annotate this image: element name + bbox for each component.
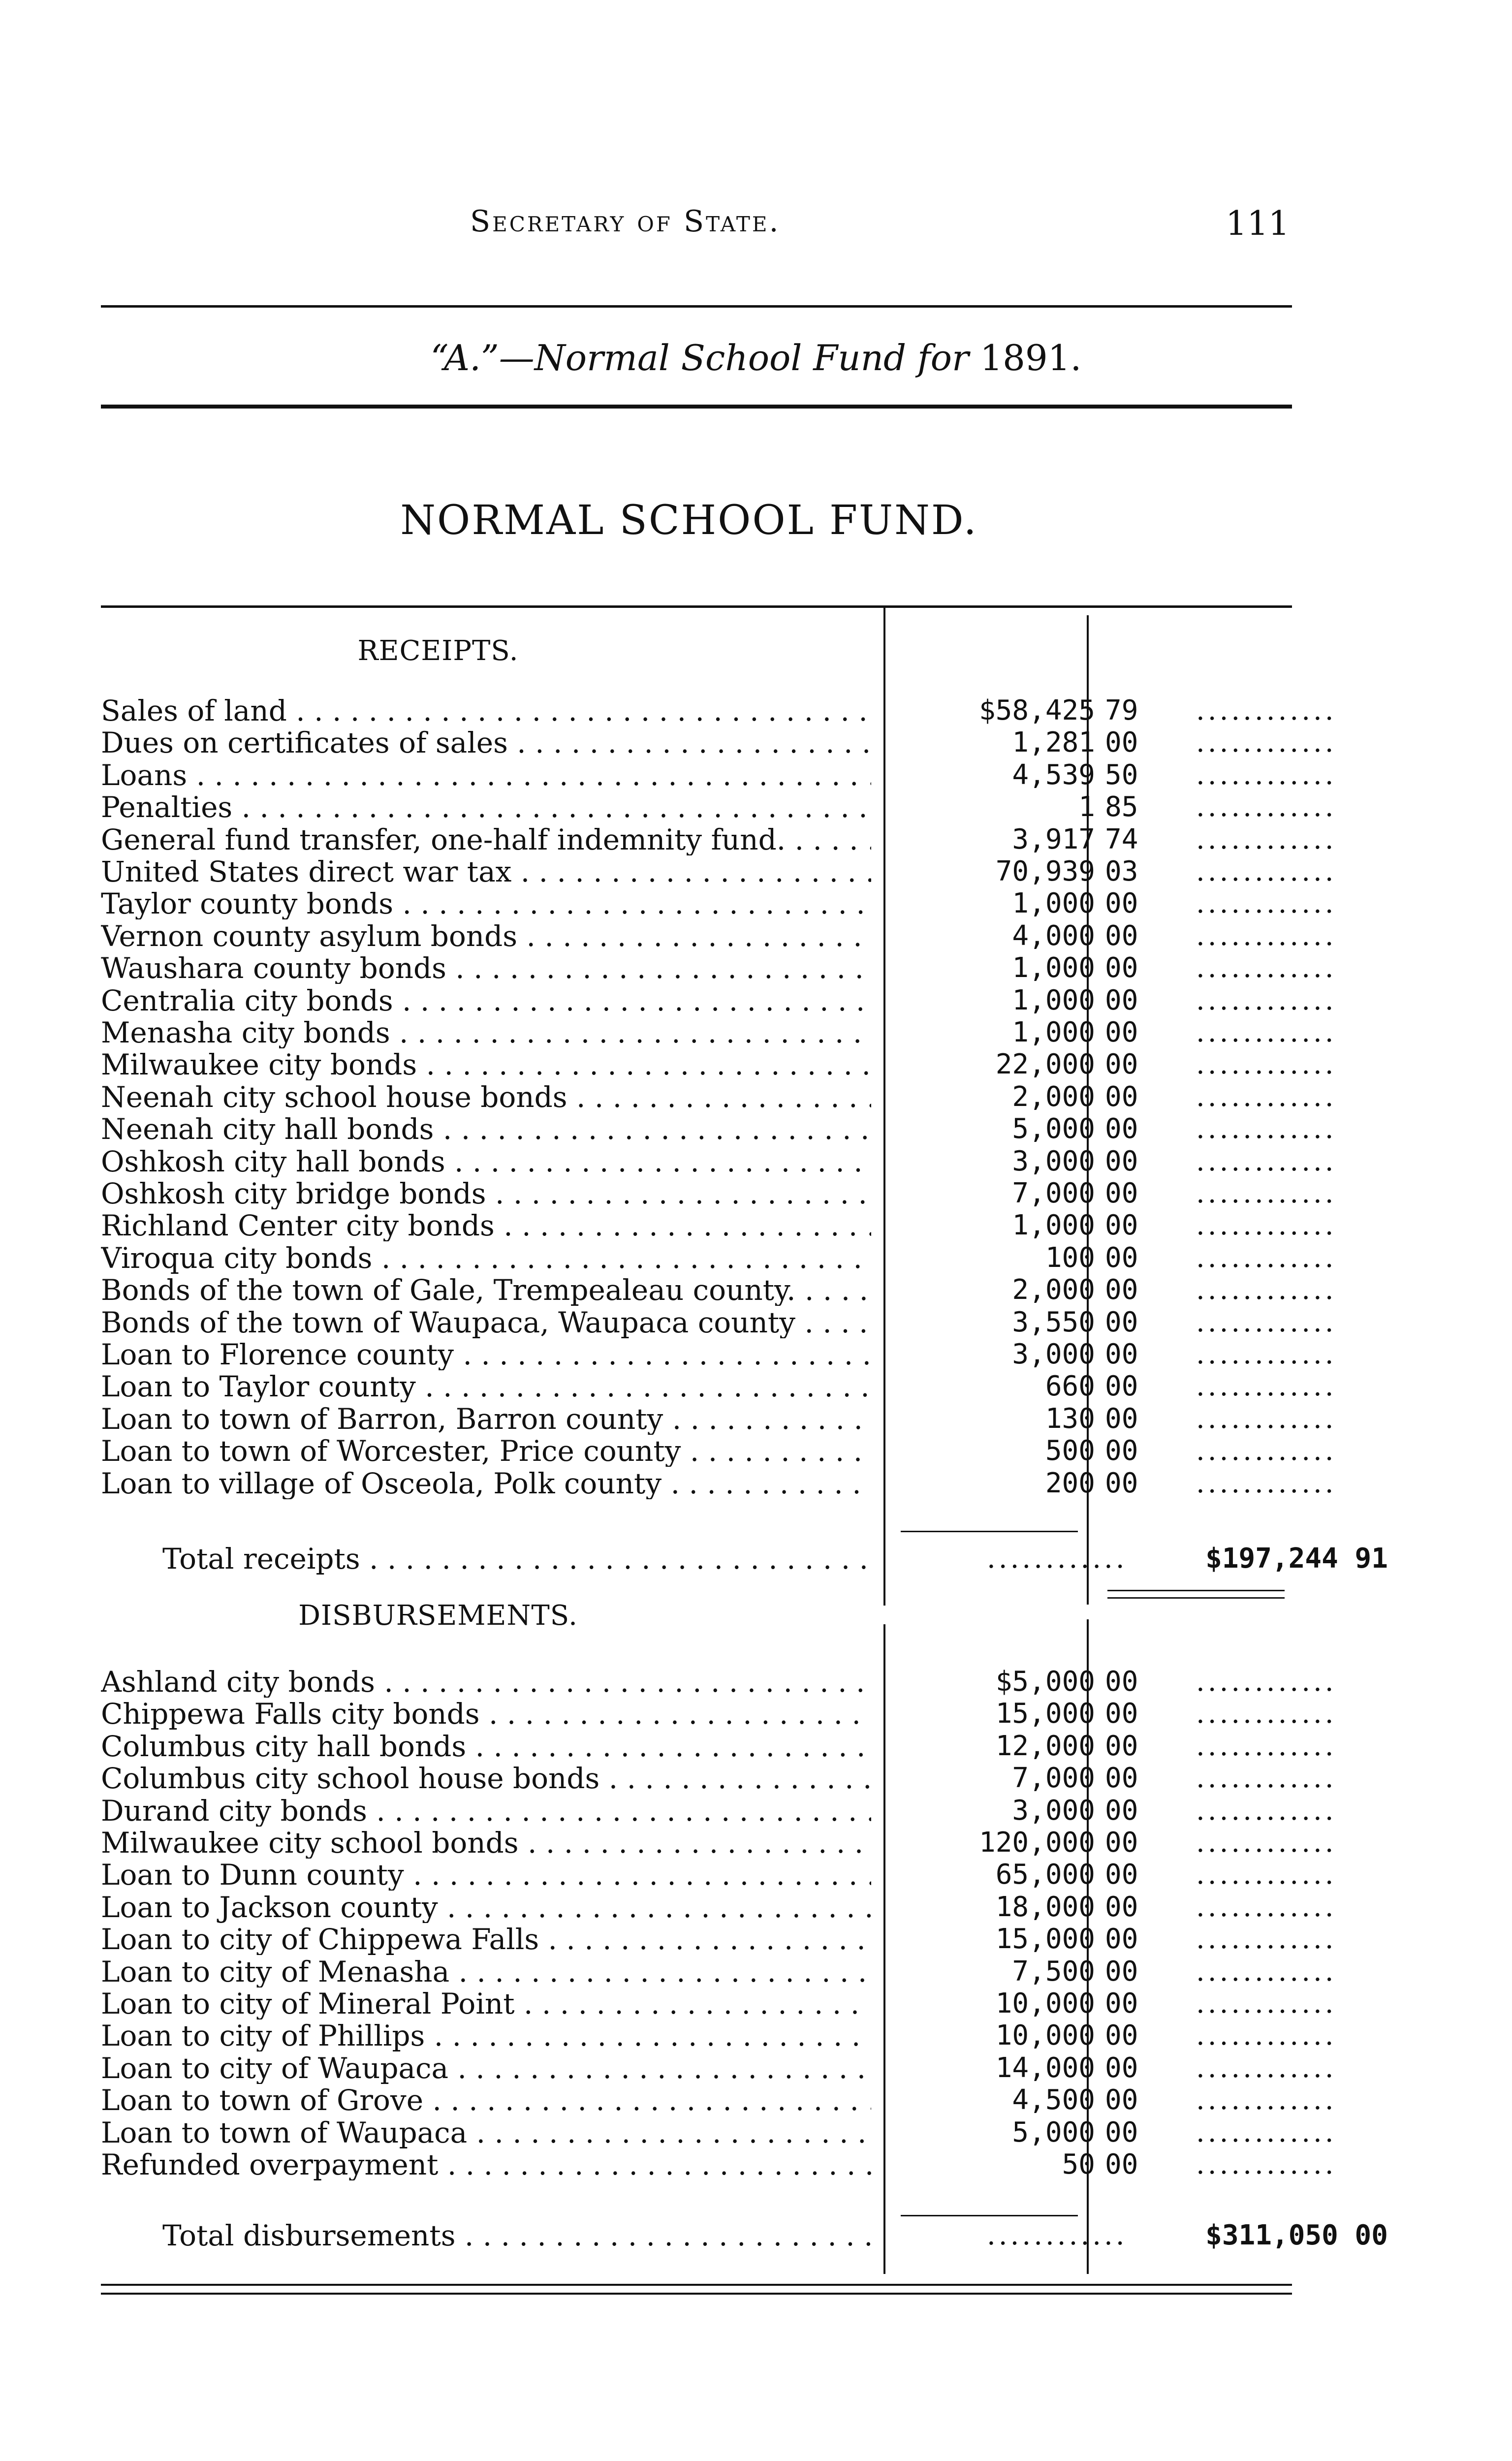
receipt-row-label: Loan to village of Osceola, Polk county . . . [101, 1468, 871, 1499]
receipt-row-cents: 00 [1105, 1467, 1138, 1499]
disbursement-row-label: Refunded overpayment . . . [101, 2149, 871, 2180]
disbursement-row-extension: ............ [1196, 1698, 1337, 1730]
receipt-row [101, 1435, 1337, 1467]
total-receipts-double-rule-2 [1107, 1597, 1285, 1599]
disbursement-row-dollars: 4,500 [1012, 2084, 1095, 2116]
receipt-row-cents: 00 [1105, 984, 1138, 1016]
total-receipts-amount: $197,244 91 [1205, 1543, 1388, 1575]
receipt-row-cents: 00 [1105, 726, 1138, 759]
disbursement-row-cents: 00 [1105, 1698, 1138, 1730]
receipt-row-extension: ............ [1196, 1178, 1337, 1209]
receipt-row-dollars: 3,550 [1012, 1306, 1095, 1338]
receipt-row-dollars: 1,281 [1012, 726, 1095, 759]
receipt-row-extension: ............ [1196, 1113, 1337, 1145]
disbursement-row-dollars: 65,000 [995, 1859, 1095, 1891]
receipt-row-extension: ............ [1196, 791, 1337, 823]
receipt-row-cents: 03 [1105, 855, 1138, 887]
total-disbursements-col2: ............ [987, 2220, 1128, 2251]
disbursement-row-extension: ............ [1196, 1795, 1337, 1827]
receipt-row-label: Sales of land . . . [101, 695, 871, 726]
receipt-row-label: Neenah city hall bonds . . . [101, 1113, 871, 1145]
disbursement-row [101, 1827, 1337, 1859]
receipt-row-extension: ............ [1196, 1145, 1337, 1177]
disbursements-subtotal-rule [901, 2215, 1078, 2216]
receipt-row [101, 1177, 1337, 1209]
disbursement-row-cents: 00 [1105, 1666, 1138, 1698]
disbursement-row-dollars: 3,000 [1012, 1794, 1095, 1827]
receipt-row-cents: 00 [1105, 1306, 1138, 1338]
disbursements-heading: DISBURSEMENTS. [298, 1600, 578, 1632]
page-number: 111 [1226, 204, 1290, 243]
receipt-row [101, 726, 1337, 759]
receipt-row [101, 1467, 1337, 1499]
disbursement-row-cents: 00 [1105, 1955, 1138, 1988]
receipt-row-dollars: 660 [1045, 1370, 1095, 1403]
receipt-row [101, 855, 1337, 887]
receipt-row-label: Taylor county bonds . . . [101, 888, 871, 919]
total-disbursements-row [101, 2220, 1388, 2251]
receipt-row-extension: ............ [1196, 920, 1337, 952]
disbursement-row-extension: ............ [1196, 2052, 1337, 2084]
disbursement-row-label: Loan to city of Chippewa Falls . . . [101, 1924, 871, 1955]
receipt-row [101, 1016, 1337, 1048]
receipt-row-dollars: 1,000 [1012, 952, 1095, 984]
receipt-row-cents: 00 [1105, 1177, 1138, 1209]
disbursement-row-cents: 00 [1105, 2116, 1138, 2148]
receipt-row-label: Waushara county bonds . . . [101, 952, 871, 984]
disbursement-row-extension: ............ [1196, 1666, 1337, 1698]
receipt-row-label: Bonds of the town of Gale, Trempealeau county. . . . [101, 1274, 871, 1306]
receipt-row-dollars: 5,000 [1012, 1113, 1095, 1145]
disbursement-row [101, 2084, 1337, 2116]
disbursement-row-extension: ............ [1196, 2084, 1337, 2116]
receipt-row [101, 791, 1337, 823]
receipt-row-dollars: 22,000 [995, 1048, 1095, 1081]
disbursement-row-label: Columbus city hall bonds . . . [101, 1731, 871, 1762]
receipt-row [101, 1241, 1337, 1274]
receipt-row-dollars: 1 [1078, 791, 1095, 823]
disbursement-row [101, 1988, 1337, 2019]
table-top-rule [101, 605, 1292, 608]
disbursement-row [101, 1955, 1337, 1988]
receipt-row-cents: 00 [1105, 1338, 1138, 1370]
receipts-heading: RECEIPTS. [357, 635, 519, 667]
receipt-row-dollars: 100 [1045, 1241, 1095, 1274]
disbursement-row-extension: ............ [1196, 1859, 1337, 1891]
receipt-row-cents: 00 [1105, 1274, 1138, 1306]
disbursement-row [101, 1698, 1337, 1730]
receipt-row-extension: ............ [1196, 1435, 1337, 1467]
receipt-row-cents: 00 [1105, 919, 1138, 952]
disbursement-row-extension: ............ [1196, 1891, 1337, 1923]
disbursement-row-label: Loan to city of Mineral Point . . . [101, 1988, 871, 2019]
receipt-row [101, 952, 1337, 984]
receipt-row [101, 694, 1337, 726]
receipt-row-dollars: 2,000 [1012, 1080, 1095, 1113]
receipt-row-cents: 85 [1105, 791, 1138, 823]
disbursement-row-extension: ............ [1196, 2116, 1337, 2148]
receipt-row-dollars: 500 [1045, 1435, 1095, 1467]
receipt-row-label: Oshkosh city bridge bonds . . . [101, 1178, 871, 1209]
disbursement-row-label: Loan to city of Menasha . . . [101, 1956, 871, 1988]
receipt-row-label: Milwaukee city bonds . . . [101, 1049, 871, 1080]
subtitle-rule [101, 405, 1292, 409]
disbursement-row-dollars: 10,000 [995, 1988, 1095, 2019]
receipt-row-label: Loan to Taylor county . . . [101, 1371, 871, 1402]
receipt-row-dollars: 200 [1045, 1467, 1095, 1499]
receipt-row-cents: 00 [1105, 952, 1138, 984]
disbursement-row-cents: 00 [1105, 2084, 1138, 2116]
disbursement-row-label: Durand city bonds . . . [101, 1795, 871, 1827]
receipt-row-extension: ............ [1196, 1403, 1337, 1435]
receipt-row-extension: ............ [1196, 1339, 1337, 1370]
disbursement-row-extension: ............ [1196, 1956, 1337, 1988]
disbursement-row [101, 1923, 1337, 1956]
receipt-row [101, 1048, 1337, 1081]
receipt-row [101, 1113, 1337, 1145]
bottom-rule-2 [101, 2293, 1292, 2295]
receipt-row [101, 1209, 1337, 1242]
receipt-row-extension: ............ [1196, 1306, 1337, 1338]
disbursement-row-label: Loan to city of Waupaca . . . [101, 2052, 871, 2084]
receipt-row-extension: ............ [1196, 727, 1337, 759]
subtitle [0, 337, 1512, 379]
receipt-row-dollars: $58,425 [978, 694, 1095, 726]
receipt-row-cents: 74 [1105, 823, 1138, 855]
receipt-row-extension: ............ [1196, 1242, 1337, 1274]
receipt-row-label: Neenah city school house bonds . . . [101, 1081, 871, 1113]
receipt-row-dollars: 1,000 [1012, 984, 1095, 1016]
receipt-row [101, 1370, 1337, 1403]
receipt-row-cents: 00 [1105, 1209, 1138, 1242]
receipt-row-label: Bonds of the town of Waupaca, Waupaca county . . . [101, 1307, 871, 1338]
disbursement-row-label: Columbus city school house bonds . . . [101, 1763, 871, 1794]
disbursement-row [101, 1730, 1337, 1762]
receipt-row-cents: 79 [1105, 694, 1138, 726]
receipt-row-dollars: 3,000 [1012, 1338, 1095, 1370]
receipt-row-dollars: 2,000 [1012, 1274, 1095, 1306]
receipt-row-extension: ............ [1196, 888, 1337, 920]
disbursement-row [101, 1859, 1337, 1891]
disbursement-row-cents: 00 [1105, 1762, 1138, 1795]
disbursement-row-cents: 00 [1105, 2019, 1138, 2052]
disbursement-row-dollars: 120,000 [978, 1827, 1095, 1859]
disbursement-row-dollars: $5,000 [995, 1666, 1095, 1698]
disbursement-row-extension: ............ [1196, 1763, 1337, 1795]
receipt-row-label: Viroqua city bonds . . . [101, 1242, 871, 1274]
receipt-row-extension: ............ [1196, 823, 1337, 855]
disbursement-row-dollars: 5,000 [1012, 2116, 1095, 2148]
receipt-row-label: Loan to town of Barron, Barron county . . . [101, 1403, 871, 1435]
receipt-row-label: Loan to Florence county . . . [101, 1339, 871, 1370]
disbursement-row-label: Loan to Jackson county . . . [101, 1892, 871, 1923]
receipt-row [101, 919, 1337, 952]
receipt-row-dollars: 7,000 [1012, 1177, 1095, 1209]
receipt-row-label: Menasha city bonds . . . [101, 1017, 871, 1048]
receipt-row-cents: 00 [1105, 1370, 1138, 1403]
receipt-row-cents: 00 [1105, 887, 1138, 920]
receipt-row-extension: ............ [1196, 1274, 1337, 1306]
disbursement-row-cents: 00 [1105, 2051, 1138, 2084]
disbursement-row-label: Loan to town of Grove . . . [101, 2084, 871, 2116]
total-receipts-double-rule-1 [1107, 1590, 1285, 1591]
receipt-row-dollars: 3,000 [1012, 1145, 1095, 1177]
receipt-row [101, 887, 1337, 920]
receipt-row-cents: 00 [1105, 1435, 1138, 1467]
receipt-row-label: Oshkosh city hall bonds . . . [101, 1146, 871, 1177]
disbursement-row-dollars: 15,000 [995, 1698, 1095, 1730]
total-disbursements-label: Total disbursements . . . [162, 2220, 871, 2251]
subtitle-year: 1891. [980, 337, 1082, 379]
receipt-row-cents: 50 [1105, 758, 1138, 791]
receipt-row-extension: ............ [1196, 1210, 1337, 1242]
receipt-row [101, 1145, 1337, 1177]
receipt-row-cents: 00 [1105, 1402, 1138, 1435]
disbursement-row-cents: 00 [1105, 2148, 1138, 2180]
disbursement-row-dollars: 15,000 [995, 1923, 1095, 1956]
receipt-row [101, 758, 1337, 791]
fund-title: NORMAL SCHOOL FUND. [400, 497, 978, 544]
receipt-row [101, 1306, 1337, 1338]
receipt-row-extension: ............ [1196, 759, 1337, 791]
receipt-row-dollars: 3,917 [1012, 823, 1095, 855]
receipt-row-extension: ............ [1196, 1049, 1337, 1081]
receipt-row-label: General fund transfer, one-half indemnity fund. . . . [101, 824, 871, 855]
receipt-row-extension: ............ [1196, 1017, 1337, 1048]
disbursement-row-cents: 00 [1105, 1859, 1138, 1891]
disbursement-row [101, 2019, 1337, 2052]
receipt-row-label: United States direct war tax . . . [101, 856, 871, 887]
receipt-row-extension: ............ [1196, 952, 1337, 984]
total-receipts-col2: ............ [987, 1543, 1128, 1575]
disbursement-row [101, 1666, 1337, 1698]
disbursement-row [101, 2116, 1337, 2148]
disbursement-row-dollars: 18,000 [995, 1891, 1095, 1923]
disbursement-row [101, 1794, 1337, 1827]
receipt-row-cents: 00 [1105, 1048, 1138, 1081]
receipt-row-extension: ............ [1196, 1467, 1337, 1499]
receipt-row [101, 1274, 1337, 1306]
disbursement-row-dollars: 7,000 [1012, 1762, 1095, 1795]
receipt-row [101, 823, 1337, 855]
receipt-row-extension: ............ [1196, 1371, 1337, 1403]
receipt-row-cents: 00 [1105, 1080, 1138, 1113]
disbursement-row-cents: 00 [1105, 1794, 1138, 1827]
disbursement-row-dollars: 14,000 [995, 2051, 1095, 2084]
subtitle-text: “A.”—Normal School Fund for [430, 337, 969, 379]
total-receipts-label: Total receipts . . . [162, 1543, 871, 1575]
total-receipts-row [101, 1543, 1388, 1575]
receipt-row-label: Centralia city bonds . . . [101, 985, 871, 1016]
disbursement-row-label: Milwaukee city school bonds . . . [101, 1827, 871, 1859]
disbursement-row-dollars: 12,000 [995, 1730, 1095, 1762]
receipt-row-cents: 00 [1105, 1145, 1138, 1177]
receipts-subtotal-rule [901, 1531, 1078, 1532]
disbursement-row-dollars: 10,000 [995, 2019, 1095, 2052]
disbursement-row-cents: 00 [1105, 1827, 1138, 1859]
receipt-row-cents: 00 [1105, 1016, 1138, 1048]
disbursement-row [101, 2148, 1337, 2180]
disbursement-row-extension: ............ [1196, 1988, 1337, 2019]
receipt-row-dollars: 1,000 [1012, 1016, 1095, 1048]
receipt-row-extension: ............ [1196, 856, 1337, 887]
receipt-row-extension: ............ [1196, 984, 1337, 1016]
receipt-row [101, 1402, 1337, 1435]
disbursement-row-extension: ............ [1196, 1827, 1337, 1859]
disbursement-row-label: Chippewa Falls city bonds . . . [101, 1698, 871, 1730]
disbursement-row-label: Loan to city of Phillips . . . [101, 2020, 871, 2051]
receipt-row [101, 984, 1337, 1016]
disbursement-row-extension: ............ [1196, 1924, 1337, 1956]
receipt-row-dollars: 4,539 [1012, 758, 1095, 791]
disbursement-row-cents: 00 [1105, 1730, 1138, 1762]
running-title: Secretary of State. [470, 204, 781, 239]
disbursement-row-cents: 00 [1105, 1923, 1138, 1956]
disbursement-row-label: Ashland city bonds . . . [101, 1666, 871, 1698]
disbursement-row-dollars: 7,500 [1012, 1955, 1095, 1988]
bottom-rule-1 [101, 2284, 1292, 2286]
receipt-row-extension: ............ [1196, 1081, 1337, 1113]
receipt-row-label: Penalties . . . [101, 791, 871, 823]
disbursement-row [101, 1891, 1337, 1923]
receipt-row-dollars: 1,000 [1012, 887, 1095, 920]
disbursement-row-dollars: 50 [1062, 2148, 1095, 2180]
disbursement-row-extension: ............ [1196, 1730, 1337, 1762]
receipt-row-extension: ............ [1196, 695, 1337, 726]
disbursement-row-cents: 00 [1105, 1891, 1138, 1923]
receipt-row [101, 1338, 1337, 1370]
disbursement-row-extension: ............ [1196, 2149, 1337, 2180]
receipt-row-dollars: 1,000 [1012, 1209, 1095, 1242]
receipt-row-cents: 00 [1105, 1241, 1138, 1274]
receipt-row-label: Loan to town of Worcester, Price county . . . [101, 1435, 871, 1467]
disbursement-row [101, 1762, 1337, 1795]
receipt-row-dollars: 70,939 [995, 855, 1095, 887]
receipt-row-dollars: 130 [1045, 1402, 1095, 1435]
disbursement-row-label: Loan to Dunn county . . . [101, 1859, 871, 1891]
total-disbursements-amount: $311,050 00 [1205, 2220, 1388, 2251]
receipt-row-label: Loans . . . [101, 759, 871, 791]
disbursement-row-label: Loan to town of Waupaca . . . [101, 2117, 871, 2148]
top-rule [101, 305, 1292, 308]
receipt-row-cents: 00 [1105, 1113, 1138, 1145]
disbursement-row-cents: 00 [1105, 1988, 1138, 2019]
receipt-row-label: Vernon county asylum bonds . . . [101, 920, 871, 952]
receipt-row-label: Richland Center city bonds . . . [101, 1210, 871, 1241]
disbursement-row [101, 2051, 1337, 2084]
receipt-row-dollars: 4,000 [1012, 919, 1095, 952]
receipt-row-label: Dues on certificates of sales . . . [101, 727, 871, 758]
receipt-row [101, 1080, 1337, 1113]
disbursement-row-extension: ............ [1196, 2020, 1337, 2052]
